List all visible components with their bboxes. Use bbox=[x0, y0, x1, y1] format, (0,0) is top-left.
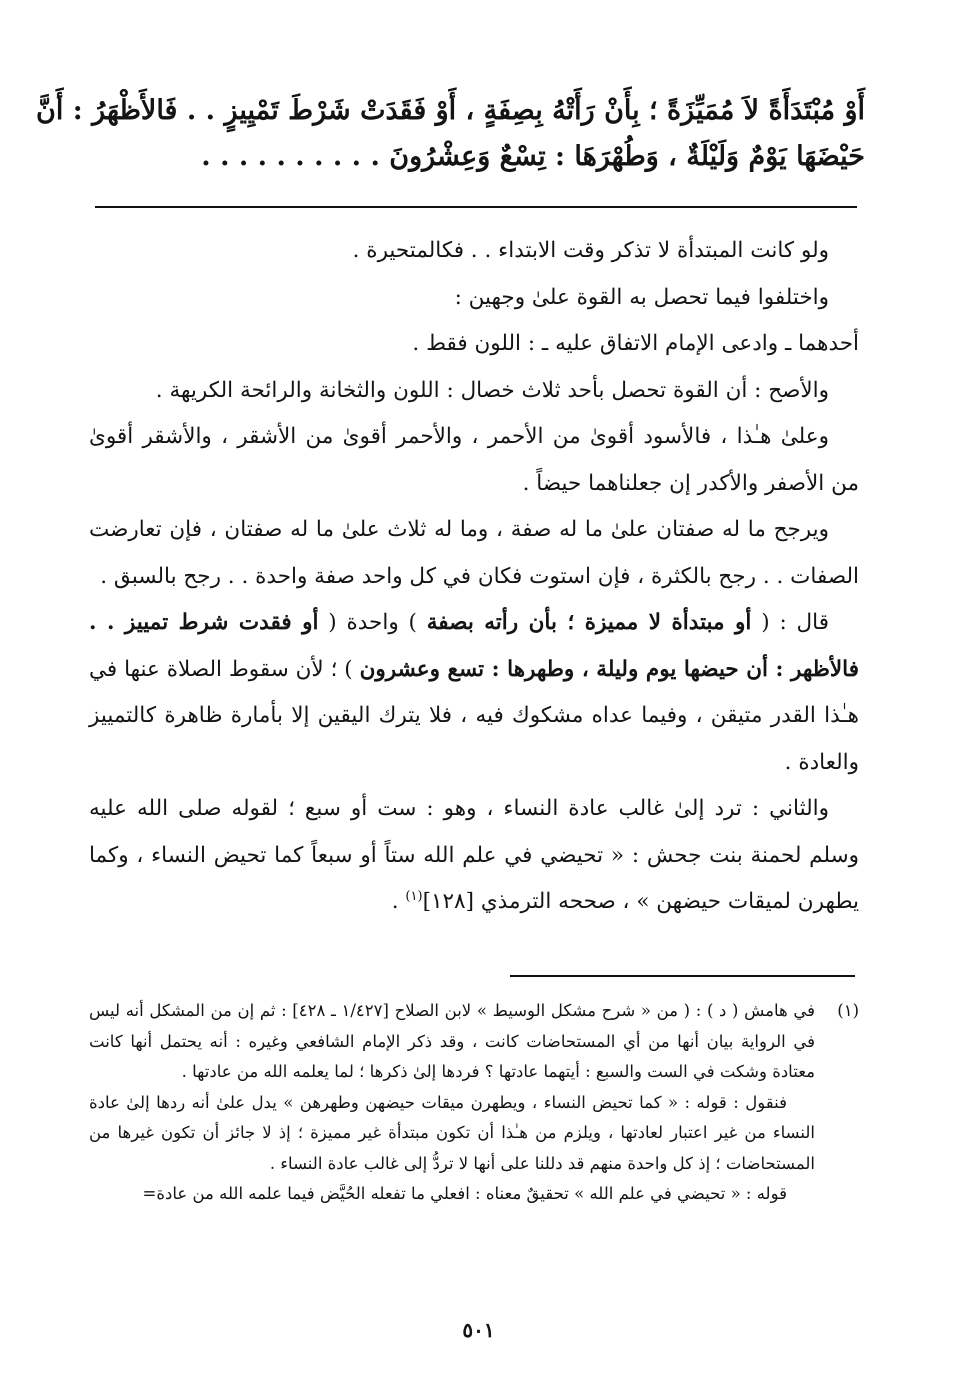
commentary-paragraph: ولو كانت المبتدأة لا تذكر وقت الابتداء . . فكالمتحيرة . bbox=[352, 238, 829, 263]
matn-line-1: أَوْ مُبْتَدَأَةً لاَ مُمَيِّزَةً ؛ بِأَنْ رَأَتْهُ بِصِفَةٍ ، أَوْ فَقَدَتْ شَرْطَ تَمْيِيزٍ . . فَالأَظْهَرُ : أَنَّ bbox=[36, 95, 865, 126]
quoted-matn: أو فقدت شرط تمييز . . فالأظهر : أن حيضها يوم وليلة ، وطهرها : تسع وعشرون bbox=[89, 610, 859, 682]
matn-divider bbox=[95, 206, 857, 208]
footnote-number: (١) bbox=[837, 1001, 859, 1020]
commentary-paragraph: أحدهما ـ وادعى الإمام الاتفاق عليه ـ : اللون فقط . bbox=[412, 331, 859, 356]
commentary-paragraph: واختلفوا فيما تحصل به القوة علىٰ وجهين : bbox=[454, 284, 829, 310]
footnote-1 bbox=[89, 996, 859, 1088]
footnote-divider bbox=[510, 975, 855, 977]
quoted-matn: أو مبتدأة لا مميزة ؛ بأن رأته بصفة bbox=[426, 610, 752, 635]
quote-middle: ) واحدة ( bbox=[328, 610, 417, 635]
paragraph-end-mark: . bbox=[391, 889, 399, 914]
commentary-hadith-text: والثاني : ترد إلىٰ غالب عادة النساء ، وهو : ست أو سبع ؛ لقوله صلى الله عليه وسلم لحمنة بنت جحش : « تحيضي في علم الله ستاً أو سبعاً كما تحيض النساء ، وكما يطهرن لميقات حيضهن » ، صححه الترمذي [١٢٨] bbox=[89, 796, 859, 914]
matn-text bbox=[36, 88, 865, 181]
page-number: ٥٠١ bbox=[462, 1318, 495, 1342]
footnotes-section bbox=[89, 996, 859, 1210]
matn-line-2: حَيْضَهَا يَوْمٌ وَلَيْلَةٌ ، وَطُهْرَهَا : تِسْعٌ وَعِشْرُونَ . . . . . . . . . . bbox=[201, 141, 865, 173]
footnote-reference: (١) bbox=[405, 889, 423, 904]
footnote-text: في هامش ( د ) : ( من « شرح مشكل الوسيط » لابن الصلاح [١/٤٢٧ ـ ٤٢٨] : ثم إن من المشكل أنه ليس في الرواية بيان أنها من أي المستحاضات كانت ، وقد ذكر الإمام الشافعي وغيره : أنه يحتمل أنها كانت معتادة وشكت في الست والسبع : أيتهما عادتها ؟ فردها إلىٰ ذكرها ؛ لما يعلمه الله من عادتها . bbox=[89, 1001, 815, 1081]
commentary-paragraph-quote bbox=[89, 600, 859, 786]
commentary-paragraph bbox=[89, 786, 859, 926]
commentary-paragraph: والأصح : أن القوة تحصل بأحد ثلاث خصال : اللون والثخانة والرائحة الكريهة . bbox=[155, 377, 829, 403]
commentary-paragraph: ويرجح ما له صفتان علىٰ ما له صفة ، وما له ثلاث علىٰ ما له صفتان ، فإن تعارضت الصفات . . رجح بالكثرة ، فإن استوت فكان في كل واحد صفة واحدة . . رجح بالسبق . bbox=[89, 517, 859, 589]
footnote-continuation: فنقول : قوله : « كما تحيض النساء ، ويطهرن ميقات حيضهن وطهرهن » يدل علىٰ أنه ردها إلىٰ عادة النساء من غير اعتبار لعادتها ، ويلزم من هـٰذا أن تكون مبتدأة غير مميزة ؛ إذ لا جائز أن تكون غيرها من المستحاضات ؛ إذ كل واحدة منهم قد دللنا على أنها لا تردُّ إلى غالب عادة النساء . bbox=[89, 1092, 815, 1173]
commentary-text bbox=[89, 228, 859, 926]
quote-lead: قال : ( bbox=[761, 610, 829, 635]
quote-tail: ) ؛ لأن سقوط الصلاة عنها في هـٰذا القدر متيقن ، وفيما عداه مشكوك فيه ، فلا يترك اليقين إلا بأمارة ظاهرة كالتمييز والعادة . bbox=[89, 656, 859, 775]
footnote-continuation: قوله : « تحيضي في علم الله » تحقيقٌ معناه : افعلي ما تفعله الحُيَّض فيما علمه الله من عادة= bbox=[142, 1184, 787, 1203]
commentary-paragraph: وعلىٰ هـٰذا ، فالأسود أقوىٰ من الأحمر ، والأحمر أقوىٰ من الأشقر ، والأشقر أقوىٰ من الأصفر والأكدر إن جعلناهما حيضاً . bbox=[89, 424, 859, 496]
